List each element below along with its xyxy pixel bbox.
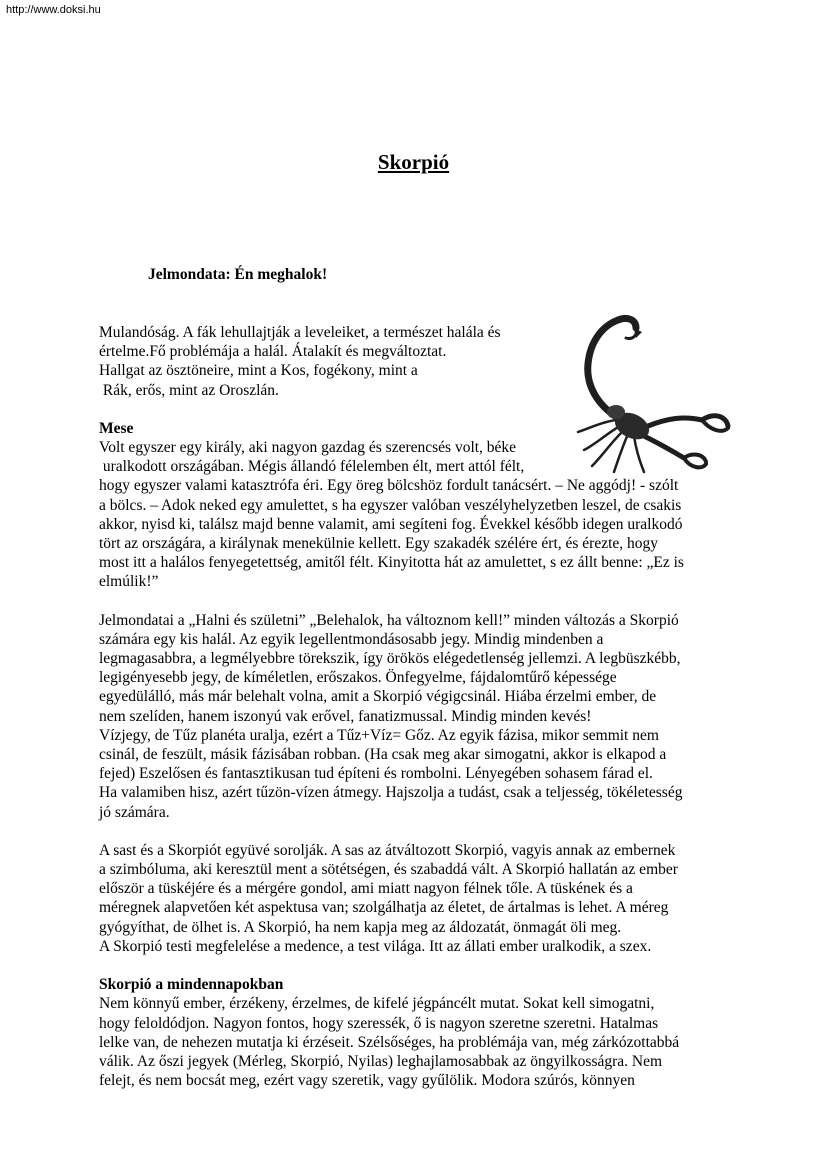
text-line: jó számára. (99, 803, 170, 821)
text-line: Ha valamiben hisz, azért tűzön-vízen átmegy. Hajszolja a tudást, csak a teljesség, tökéletesség (99, 784, 683, 802)
text-line: fejed) Eszelősen és fantasztikusan tud építeni és rombolni. Lényegében sohasem fárad el. (99, 765, 653, 783)
text-line: gyógyíthat, de ölhet is. A Skorpió, ha nem kapja meg az áldozatát, önmagát öli meg. (99, 918, 622, 936)
text-line: Vízjegy, de Tűz planéta uralja, ezért a Tűz+Víz= Gőz. Az egyik fázisa, mikor semmit nem (99, 726, 659, 744)
text-line: Volt egyszer egy király, aki nagyon gazdag és szerencsés volt, béke (99, 439, 517, 457)
mottos-paragraph (99, 611, 731, 822)
document-body (99, 323, 731, 1090)
text-line: legmagasabbra, a legmélyebbre törekszik, így örökös elégedetlenség jellemzi. A legbüszkébb, (99, 650, 681, 668)
text-line: egyedülálló, más már belehalt volna, amit a Skorpió végigcsinál. Hiába érzelmi ember, de (99, 688, 657, 706)
text-line: Hallgat az ösztöneire, mint a Kos, fogékony, mint a (99, 362, 418, 380)
text-line: elmúlik!” (99, 573, 159, 591)
tale-heading: Mese (99, 419, 134, 437)
text-line: uralkodott országában. Mégis állandó félelemben élt, mert attól félt, (99, 458, 525, 476)
text-line: csinál, de feszült, másik fázisában robban. (Ha csak meg akar simogatni, akkor is elkapod a (99, 746, 667, 764)
source-url[interactable]: http://www.doksi.hu (6, 4, 101, 16)
everyday-section (99, 975, 731, 1090)
intro-paragraph (99, 323, 731, 400)
text-line: most itt a halálos fenyegetettség, amitől félt. Kinyitotta hát az amulettet, s ez állt benne: „Ez is (99, 554, 684, 572)
text-line: hogy feloldódjon. Nagyon fontos, hogy szeressék, ő is nagyon szeretne szeretni. Hatalmas (99, 1014, 659, 1032)
eagle-paragraph (99, 841, 731, 956)
text-line: Rák, erős, mint az Oroszlán. (99, 381, 279, 399)
text-line: lelke van, de nehezen mutatja ki érzéseit. Szélsőséges, ha problémája van, még zárkózottabbá (99, 1033, 680, 1051)
text-line: A Skorpió testi megfelelése a medence, a test világa. Itt az állati ember uralkodik, a szex. (99, 937, 652, 955)
everyday-heading: Skorpió a mindennapokban (99, 976, 284, 994)
text-line: Jelmondatai a „Halni és születni” „Belehalok, ha változnom kell!” minden változás a Skorpió (99, 611, 679, 629)
text-line: akkor, nyisd ki, találsz majd benne valamit, ami segíteni fog. Évekkel később idegen uralkodó (99, 515, 683, 533)
text-line: a bölcs. – Adok neked egy amulettet, s ha egyszer valóban veszélyhelyzetben leszel, de csakis (99, 496, 682, 514)
text-line: válik. Az őszi jegyek (Mérleg, Skorpió, Nyilas) leghajlamosabbak az öngyilkosságra. Nem (99, 1052, 663, 1070)
text-line: hogy egyszer valami katasztrófa éri. Egy öreg bölcshöz fordult tanácsért. – Ne aggódj! - szólt (99, 477, 679, 495)
text-line: legigényesebb jegy, de kíméletlen, erőszakos. Önfegyelme, fájdalomtűrő képessége (99, 669, 617, 687)
text-line: először a tüskéjére és a mérgére gondol, ami miatt nagyon félnek tőle. A tüskének és a (99, 880, 633, 898)
page-title: Skorpió (377, 150, 450, 174)
text-line: tört az országára, a királynak menekülnie kellett. Egy szakadék szélére ért, és érezte, hogy (99, 535, 659, 553)
text-line: Nem könnyű ember, érzékeny, érzelmes, de kifelé jégpáncélt mutat. Sokat kell simogatni, (99, 995, 655, 1013)
text-line: számára egy kis halál. Az egyik legellentmondásosabb jegy. Mindig mindenben a (99, 630, 604, 648)
tale-section (99, 419, 731, 592)
motto-line: Jelmondata: Én meghalok! (148, 266, 328, 283)
text-line: a szimbóluma, aki keresztül ment a sötétségen, és szabaddá vált. A Skorpió hallatán az ember (99, 861, 678, 879)
text-line: Mulandóság. A fák lehullajtják a leveleiket, a természet halála és (99, 324, 501, 341)
text-line: méregnek alapvetően két aspektusa van; szolgálhatja az életet, de ártalmas is lehet. A méreg (99, 899, 669, 917)
text-line: értelme.Fő problémája a halál. Átalakít és megváltoztat. (99, 343, 447, 361)
text-line: felejt, és nem bocsát meg, ezért vagy szeretik, vagy gyűlölik. Modora szúrós, könnyen (99, 1072, 635, 1090)
text-line: A sast és a Skorpiót együvé sorolják. A sas az átváltozott Skorpió, vagyis annak az embernek (99, 841, 676, 859)
text-line: nem szelíden, hanem iszonyú vak erővel, fanatizmussal. Mindig minden kevés! (99, 707, 592, 725)
